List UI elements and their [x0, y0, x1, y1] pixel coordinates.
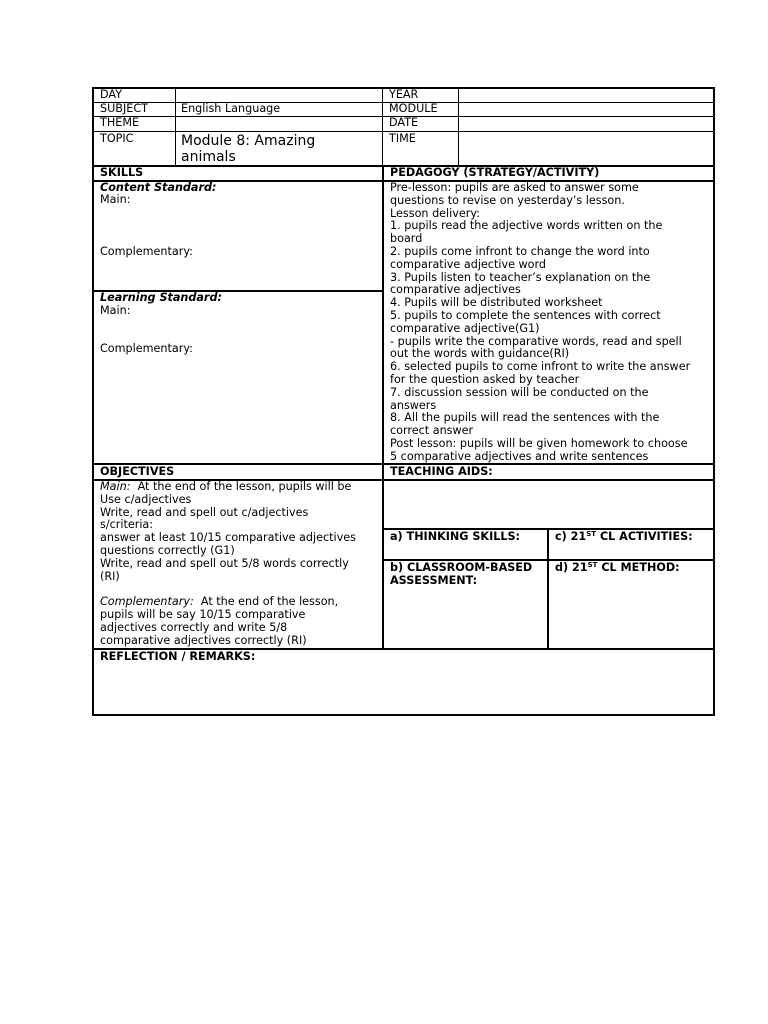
teaching-aids-heading: TEACHING AIDS:: [390, 465, 493, 478]
pedagogy-line: Pre-lesson: pupils are asked to answer some: [390, 181, 639, 194]
content-complementary-label: Complementary:: [100, 245, 193, 258]
column-divider: [382, 89, 383, 165]
objectives-line: pupils will be say 10/15 comparative: [100, 607, 306, 621]
assessment-label-line2: ASSESSMENT:: [390, 574, 478, 587]
learning-main-label: Main:: [100, 304, 131, 317]
objectives-line: questions correctly (G1): [100, 543, 235, 557]
reflection-heading: REFLECTION / REMARKS:: [100, 650, 256, 663]
pedagogy-line: comparative adjective(G1): [390, 321, 540, 335]
learning-complementary-label: Complementary:: [100, 342, 193, 355]
objectives-heading: OBJECTIVES: [100, 465, 175, 478]
column-divider: [382, 165, 384, 648]
pedagogy-line: 1. pupils read the adjective words written on the: [390, 219, 663, 233]
objectives-line: s/criteria:: [100, 518, 154, 532]
pedagogy-line: 2. pupils come infront to change the word into: [390, 244, 650, 258]
column-divider: [175, 89, 176, 165]
content-main-label: Main:: [100, 193, 131, 206]
pedagogy-line: - pupils write the comparative words, read and spell: [390, 334, 682, 348]
pedagogy-line: 6. selected pupils to come infront to write the answer: [390, 360, 691, 374]
objectives-main-label: Main:: [100, 480, 131, 493]
pedagogy-heading: PEDAGOGY (STRATEGY/ACTIVITY): [390, 166, 600, 179]
pedagogy-line: comparative adjectives: [390, 283, 521, 297]
subject-label: SUBJECT: [100, 102, 148, 115]
objectives-line: answer at least 10/15 comparative adjectives: [100, 531, 356, 545]
pedagogy-line: questions to revise on yesterday’s lesson.: [390, 193, 625, 207]
topic-label: TOPIC: [100, 132, 134, 145]
objectives-line: comparative adjectives correctly (RI): [100, 633, 307, 647]
objectives-line: At the end of the lesson, pupils will be: [130, 480, 352, 493]
learning-standard-label: Learning Standard:: [100, 291, 222, 304]
objectives-complementary-label: Complementary:: [100, 595, 194, 609]
pedagogy-line: 7. discussion session will be conducted on the: [390, 385, 649, 399]
objectives-line: Write, read and spell out c/adjectives: [100, 505, 309, 519]
pedagogy-line: out the words with guidance(RI): [390, 347, 570, 361]
objectives-body: [100, 481, 356, 647]
pedagogy-line: comparative adjective word: [390, 257, 547, 271]
module-label: MODULE: [389, 102, 438, 115]
time-label: TIME: [389, 132, 416, 145]
year-label: YEAR: [389, 88, 419, 101]
pedagogy-line: correct answer: [390, 424, 474, 438]
pedagogy-line: answers: [390, 398, 437, 412]
pedagogy-line: 5. pupils to complete the sentences with correct: [390, 308, 661, 322]
pedagogy-line: 3. Pupils listen to teacher’s explanation on the: [390, 270, 651, 284]
pedagogy-body: [390, 182, 690, 464]
pedagogy-line: for the question asked by teacher: [390, 372, 580, 386]
objectives-line: Write, read and spell out 5/8 words correctly: [100, 556, 349, 570]
objectives-line: Use c/adjectives: [100, 492, 192, 506]
objectives-line: adjectives correctly and write 5/8: [100, 620, 288, 634]
pedagogy-line: board: [390, 232, 423, 246]
objectives-line: At the end of the lesson,: [193, 595, 339, 609]
assessment-label-line1: b) CLASSROOM-BASED: [390, 561, 533, 574]
pedagogy-line: Post lesson: pupils will be given homework to choose: [390, 436, 688, 450]
pedagogy-line: Lesson delivery:: [390, 206, 480, 220]
objectives-line: (RI): [100, 569, 120, 583]
column-divider: [458, 89, 459, 165]
thinking-skills-label: a) THINKING SKILLS:: [390, 530, 521, 543]
theme-label: THEME: [100, 116, 140, 129]
pedagogy-line: 4. Pupils will be distributed worksheet: [390, 296, 603, 310]
content-standard-label: Content Standard:: [100, 181, 217, 194]
cl-method-label: d) 21ST CL METHOD:: [555, 561, 680, 574]
day-label: DAY: [100, 88, 123, 101]
column-divider: [547, 528, 549, 648]
skills-heading: SKILLS: [100, 166, 144, 179]
date-label: DATE: [389, 116, 419, 129]
topic-value-line1: Module 8: Amazing: [181, 133, 316, 149]
pedagogy-line: 8. All the pupils will read the sentences with the: [390, 411, 660, 425]
cl-activities-label: c) 21ST CL ACTIVITIES:: [555, 530, 693, 543]
subject-value: English Language: [181, 102, 281, 115]
topic-value-line2: animals: [181, 149, 236, 165]
pedagogy-line: 5 comparative adjectives and write sentences: [390, 449, 649, 463]
